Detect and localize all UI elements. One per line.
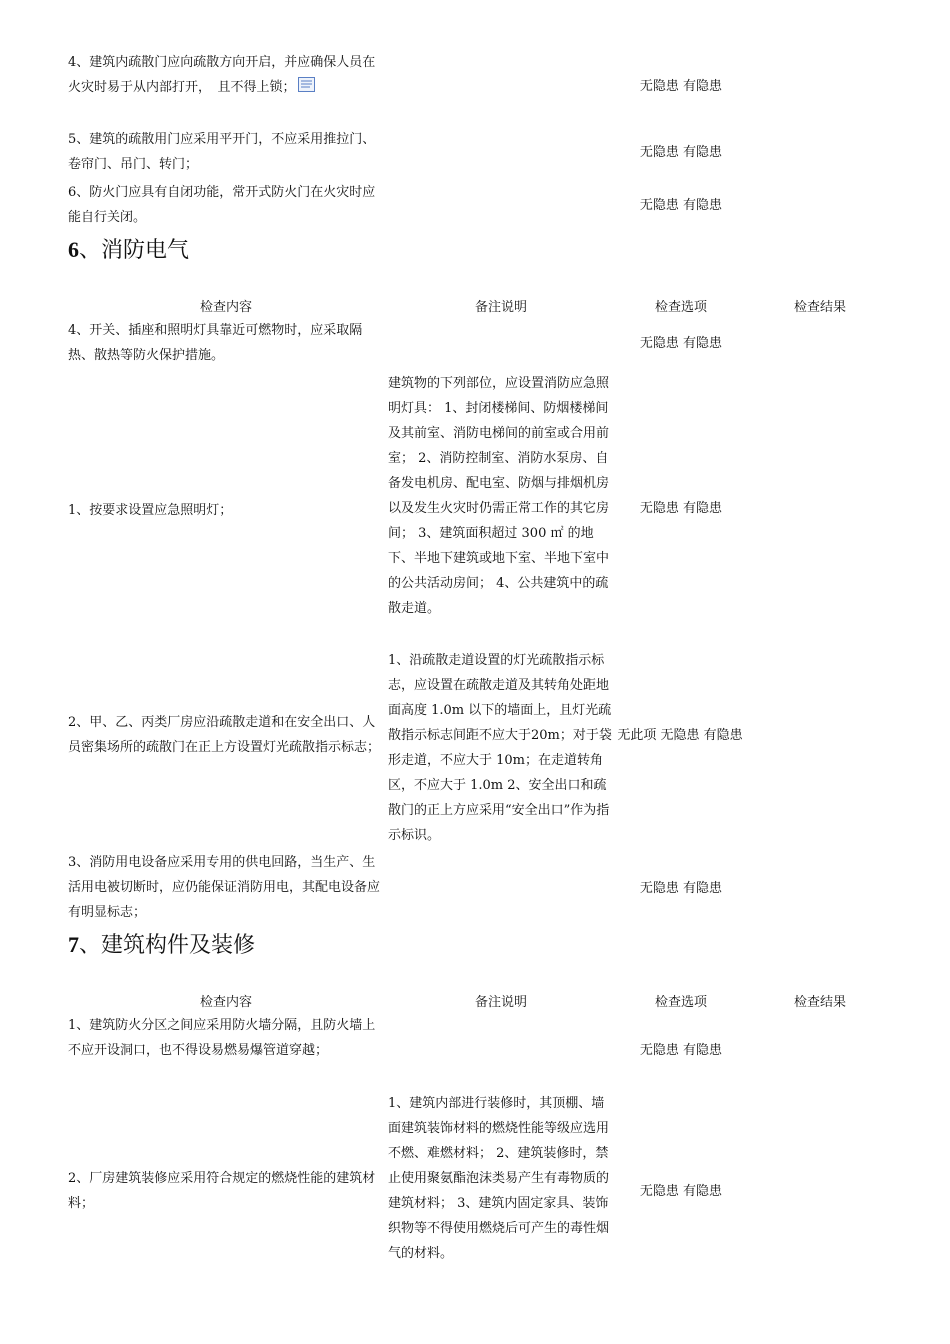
section6-header-result: 检查结果 xyxy=(793,300,846,315)
note-icon[interactable] xyxy=(298,76,315,91)
section7-row-1-options[interactable]: 无隐患 有隐患 xyxy=(639,1043,723,1058)
section6-row-2-content: 1、按要求设置应急照明灯； xyxy=(68,503,233,518)
section5-row-6-options[interactable]: 无隐患 有隐患 xyxy=(639,198,723,213)
section5-row-5-content: 5、建筑的疏散用门应采用平开门，不应采用推拉门、卷帘门、吊门、转门； xyxy=(68,132,376,172)
section7-heading: 7、建筑构件及装修 xyxy=(68,932,256,958)
section6-row-3-remark: 1、沿疏散走道设置的灯光疏散指示标志，应设置在疏散走道及其转角处距地面高度 1.0m 以下的墙面上，且灯光疏散指示标志间距不应大于20m；对于袋形走道，不应大于 10m；在走道转角区，不应大于 1.0m 2、安全出口和疏散门的正上方应采用“安全出口”作为指示标识。 xyxy=(388,653,612,843)
section6-row-3-options[interactable]: 无此项 无隐患 有隐患 xyxy=(617,728,743,743)
section7-row-2-content: 2、厂房建筑装修应采用符合规定的燃烧性能的建筑材料； xyxy=(68,1171,376,1211)
section6-heading: 6、消防电气 xyxy=(68,237,190,263)
section5-row-4-options[interactable]: 无隐患 有隐患 xyxy=(639,79,723,94)
section6-row-1-content: 4、开关、插座和照明灯具靠近可燃物时，应采取隔热、散热等防火保护措施。 xyxy=(68,323,363,363)
section7-header-content: 检查内容 xyxy=(199,995,252,1010)
section7-row-1-content: 1、建筑防火分区之间应采用防火墙分隔，且防火墙上不应开设洞口，也不得设易燃易爆管道穿越； xyxy=(68,1018,376,1058)
section5-row-6-content: 6、防火门应具有自闭功能，常开式防火门在火灾时应能自行关闭。 xyxy=(68,185,376,225)
section6-header-content: 检查内容 xyxy=(199,300,252,315)
section6-row-2-options[interactable]: 无隐患 有隐患 xyxy=(639,501,723,516)
section7-header-result: 检查结果 xyxy=(793,995,846,1010)
section7-header-remark: 备注说明 xyxy=(474,995,527,1010)
section7-row-2-remark: 1、建筑内部进行装修时，其顶棚、墙面建筑装饰材料的燃烧性能等级应选用不燃、难燃材料； 2、建筑装修时，禁止使用聚氨酯泡沫类易产生有毒物质的建筑材料； 3、建筑内固定家具、装饰织物等不得使用燃烧后可产生的毒性烟气的材料。 xyxy=(388,1096,610,1261)
section6-row-4-content: 3、消防用电设备应采用专用的供电回路，当生产、生活用电被切断时，应仍能保证消防用电，其配电设备应有明显标志； xyxy=(68,855,381,920)
section6-header-options: 检查选项 xyxy=(654,300,707,315)
section5-row-5-options[interactable]: 无隐患 有隐患 xyxy=(639,145,723,160)
section6-row-4-options[interactable]: 无隐患 有隐患 xyxy=(639,881,723,896)
section6-row-1-options[interactable]: 无隐患 有隐患 xyxy=(639,336,723,351)
section7-row-2-options[interactable]: 无隐患 有隐患 xyxy=(639,1184,723,1199)
section6-row-3-content: 2、甲、乙、丙类厂房应沿疏散走道和在安全出口、人员密集场所的疏散门在正上方设置灯光疏散指示标志； xyxy=(68,715,381,755)
section6-row-2-remark: 建筑物的下列部位，应设置消防应急照明灯具： 1、封闭楼梯间、防烟楼梯间及其前室、消防电梯间的前室或合用前室； 2、消防控制室、消防水泵房、自备发电机房、配电室、防烟与排烟机房以及发生火灾时仍需正常工作的其它房间； 3、建筑面积超过 300 ㎡ 的地下、半地下建筑或地下室、半地下室中的公共活动房间； 4、公共建筑中的疏散走道。 xyxy=(388,376,610,616)
section7-header-options: 检查选项 xyxy=(654,995,707,1010)
section5-row-4-content: 4、建筑内疏散门应向疏散方向开启，并应确保人员在火灾时易于从内部打开， 且不得上锁； xyxy=(68,55,376,95)
section6-header-remark: 备注说明 xyxy=(474,300,527,315)
